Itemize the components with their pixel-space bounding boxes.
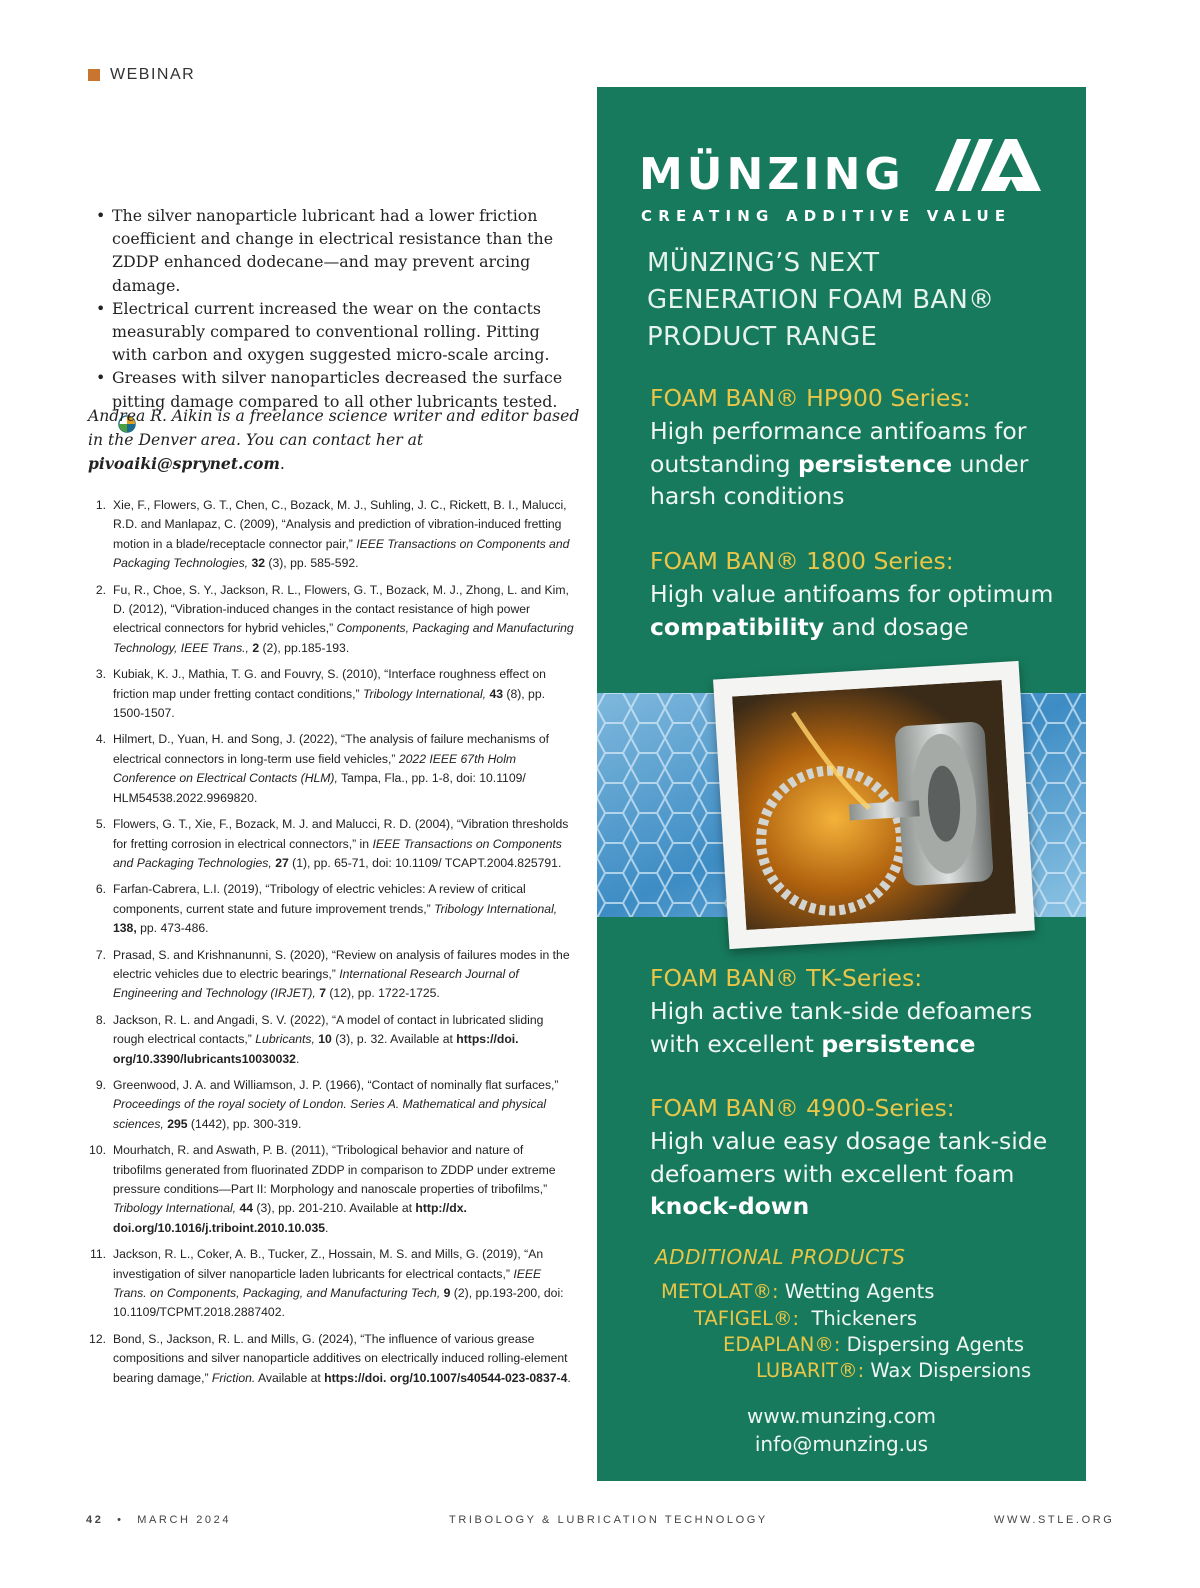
page-number: 42 [86, 1514, 104, 1526]
footer-separator: • [117, 1514, 124, 1526]
munzing-logo-text: MÜNZING [639, 149, 905, 200]
additional-item: METOLAT®: Wetting Agents [661, 1280, 935, 1303]
footer-page-info [86, 1514, 231, 1526]
logo-tagline: CREATING ADDITIVE VALUE [641, 207, 1012, 225]
ad-headline: MÜNZING’S NEXT GENERATION FOAM BAN® PRODUCT RANGE [647, 248, 995, 352]
issue-date: MARCH 2024 [137, 1514, 232, 1526]
reference-list [88, 496, 574, 1395]
section-marker [88, 69, 100, 81]
additional-item: LUBARIT®: Wax Dispersions [756, 1359, 1032, 1382]
additional-item: EDAPLAN®: Dispersing Agents [723, 1333, 1024, 1356]
bullet-item: • Greases with silver nanoparticles decreased the surface pitting damage compared to all other lubricants tested. [96, 366, 576, 436]
reference-item: 9. Greenwood, J. A. and Williamson, J. P. (1966), “Contact of nominally flat surfaces,” Proceedings of the royal society of London. Series A. Mathematical and physical sciences, 295 (1442), pp. 300-319. [95, 1077, 559, 1131]
reference-item: 8. Jackson, R. L. and Angadi, S. V. (2022), “A model of contact in lubricated sliding rough electrical contacts,” Lubricants, 10 (3), p. 32. Available at https://doi. org/10.3390/lubricants10030032. [95, 1012, 544, 1066]
reference-item: 4. Hilmert, D., Yuan, H. and Song, J. (2022), “The analysis of failure mechanisms of electrical connectors in long-term use field vehicles,” 2022 IEEE 67th Holm Conference on Electrical Contacts (HLM), Tampa, Fla., pp. 1-8, doi: 10.1109/ HLM54538.2022.9969820. [95, 732, 550, 805]
ad-email-link[interactable]: info@munzing.us [754, 1432, 929, 1456]
reference-link[interactable]: https://doi. org/10.3390/lubricants10030032 [113, 1032, 519, 1066]
product-4900-series: FOAM BAN® 4900-Series: High value easy dosage tank-side defoamers with excellent foam knock-down [650, 1094, 1048, 1220]
summary-bullets [96, 204, 576, 436]
author-email[interactable]: pivoaiki@sprynet.com [88, 454, 280, 473]
publication-name: TRIBOLOGY & LUBRICATION TECHNOLOGY [449, 1514, 768, 1526]
reference-item: 6. Farfan-Cabrera, L.I. (2019), “Tribology of electric vehicles: A review of critical components, current state and future improvement trends,” Tribology International, 138, pp. 473-486. [95, 882, 558, 936]
bullet-item: • The silver nanoparticle lubricant had a lower friction coefficient and change in electrical resistance than the ZDDP enhanced dodecane—and may prevent arcing damage. [96, 204, 576, 297]
reference-item: 11. Jackson, R. L., Coker, A. B., Tucker, Z., Hossain, M. S. and Mills, G. (2019), “An investigation of silver nanoparticle laden lubricants for electrical contacts,” IEEE Trans. on Components, Packaging, and Manufacturing Tech, 9 (2), pp.193-200, doi: 10.1109/TCPMT.2018.2887402. [89, 1247, 564, 1320]
machining-photo [732, 680, 1016, 930]
product-tk-series: FOAM BAN® TK-Series: High active tank-side defoamers with excellent persistence [650, 964, 1033, 1058]
reference-item: 2. Fu, R., Choe, S. Y., Jackson, R. L., Flowers, G. T., Bozack, M. J., Zhong, L. and Kim, D. (2012), “Vibration-induced changes in the contact resistance of high power electrical connectors for hybrid vehicles,” Components, Packaging and Manufacturing Technology, IEEE Trans., 2 (2), pp.185-193. [95, 582, 574, 655]
footer-website[interactable]: WWW.STLE.ORG [994, 1514, 1115, 1526]
reference-link[interactable]: https://doi. org/10.1007/s40544-023-0837-4 [324, 1370, 568, 1385]
munzing-logo-icon [935, 137, 1043, 193]
reference-link[interactable]: http://dx. doi.org/10.1016/j.triboint.2010.10.035 [113, 1201, 467, 1235]
section-label-text: WEBINAR [110, 66, 196, 83]
ad-website-link[interactable]: www.munzing.com [747, 1404, 936, 1428]
reference-item: 1. Xie, F., Flowers, G. T., Chen, C., Bozack, M. J., Suhling, J. C., Rickett, B. I., Malucci, R.D. and Manlapaz, C. (2009), “Analysis and prediction of vibration-induced fretting motion in a blade/receptacle connector pair,” IEEE Transactions on Components and Packaging Technologies, 32 (3), pp. 585-592. [95, 498, 570, 571]
section-label [88, 66, 195, 84]
product-1800: FOAM BAN® 1800 Series: High value antifoams for optimum compatibility and dosage [650, 547, 1054, 641]
reference-item: 5. Flowers, G. T., Xie, F., Bozack, M. J. and Malucci, R. D. (2004), “Vibration thresholds for fretting corrosion in electrical connectors,” in IEEE Transactions on Components and Packaging Technologies, 27 (1), pp. 65-71, doi: 10.1109/ TCAPT.2004.825791. [95, 817, 569, 870]
additional-products-title: ADDITIONAL PRODUCTS [655, 1245, 906, 1269]
reference-item: 7. Prasad, S. and Krishnanunni, S. (2020), “Review on analysis of failures modes in the electric vehicles due to electric bearings,” International Research Journal of Engineering and Technology (IRJET), 7 (12), pp. 1722-1725. [95, 947, 570, 1001]
reference-item: 12. Bond, S., Jackson, R. L. and Mills, G. (2024), “The influence of various grease compositions and silver nanoparticle additives on electrically induced rolling-element bearing damage,” Friction. Available at https://doi. org/10.1007/s40544-023-0837-4. [89, 1331, 571, 1385]
author-bio: Andrea R. Aikin is a freelance science writer and editor based in the Denver area. You can contact her at pivoaiki@sprynet.com. [88, 407, 580, 473]
product-hp900: FOAM BAN® HP900 Series: High performance antifoams for outstanding persistence under harsh conditions [650, 384, 1029, 510]
munzing-advertisement [597, 87, 1086, 1481]
reference-item: 3. Kubiak, K. J., Mathia, T. G. and Fouvry, S. (2010), “Interface roughness effect on friction map under fretting contact conditions,” Tribology International, 43 (8), pp. 1500-1507. [95, 667, 546, 721]
reference-item: 10. Mourhatch, R. and Aswath, P. B. (2011), “Tribological behavior and nature of tribofilms generated from fluorinated ZDDP in comparison to ZDDP under extreme pressure conditions—Part II: Morphology and nanoscale properties of tribofilms,” Tribology International, 44 (3), pp. 201-210. Available at http://dx. doi.org/10.1016/j.triboint.2010.10.035. [89, 1143, 556, 1235]
product-photo-frame [713, 661, 1035, 949]
bullet-item: • Electrical current increased the wear on the contacts measurably compared to conventional rolling. Pitting with carbon and oxygen suggested micro-scale arcing. [96, 297, 576, 367]
additional-item: TAFIGEL®: Thickeners [694, 1307, 918, 1330]
